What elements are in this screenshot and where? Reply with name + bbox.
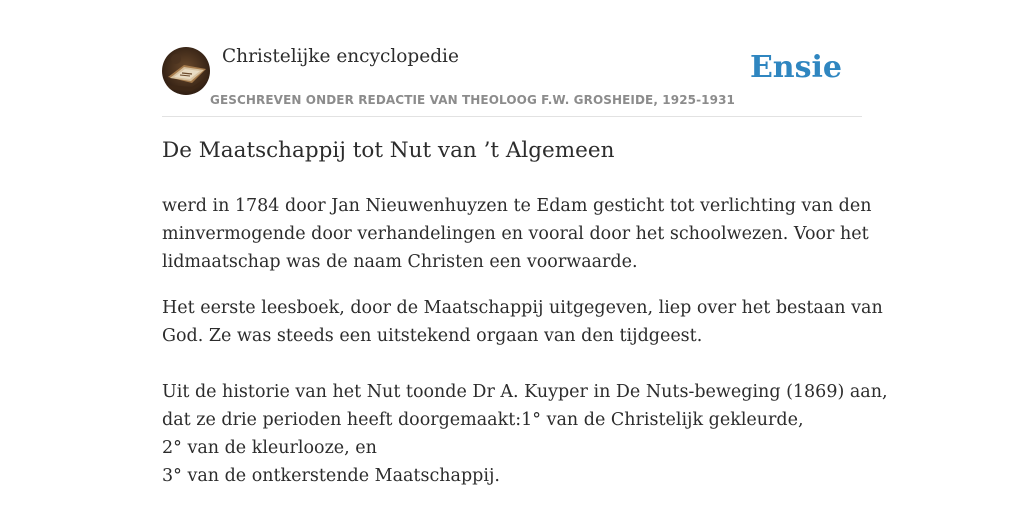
article-paragraph: [162, 192, 882, 276]
book-title[interactable]: Christelijke encyclopedie: [222, 46, 459, 67]
text-line: Uit de historie van het Nut toonde Dr A. Kuyper in De Nuts-beweging (1869) aan,: [162, 382, 888, 402]
article-body: [162, 192, 888, 508]
book-header: [162, 44, 862, 117]
ensie-logo-link[interactable]: Ensie: [749, 50, 842, 85]
text-line: God. Ze was steeds een uitstekend orgaan van den tijdgeest.: [162, 326, 703, 346]
line-break: [162, 350, 882, 378]
text-line: 2° van de kleurlooze, en: [162, 438, 377, 458]
article-paragraph: [162, 294, 888, 490]
text-line: werd in 1784 door Jan Nieuwenhuyzen te Edam gesticht tot verlichting van den: [162, 196, 872, 216]
book-subtitle: GESCHREVEN ONDER REDACTIE VAN THEOLOOG F.W. GROSHEIDE, 1925-1931: [210, 93, 735, 107]
text-line: minvermogende door verhandelingen en vooral door het schoolwezen. Voor het: [162, 224, 869, 244]
book-cover-image: [162, 47, 210, 95]
text-line: dat ze drie perioden heeft doorgemaakt:1° van de Christelijk gekleurde,: [162, 410, 804, 430]
book-cover-avatar[interactable]: [162, 47, 210, 95]
text-line: 3° van de ontkerstende Maatschappij.: [162, 466, 500, 486]
text-line: lidmaatschap was de naam Christen een voorwaarde.: [162, 252, 638, 272]
article-title: De Maatschappij tot Nut van ’t Algemeen: [162, 138, 615, 163]
text-line: Het eerste leesboek, door de Maatschappij uitgegeven, liep over het bestaan van: [162, 298, 883, 318]
